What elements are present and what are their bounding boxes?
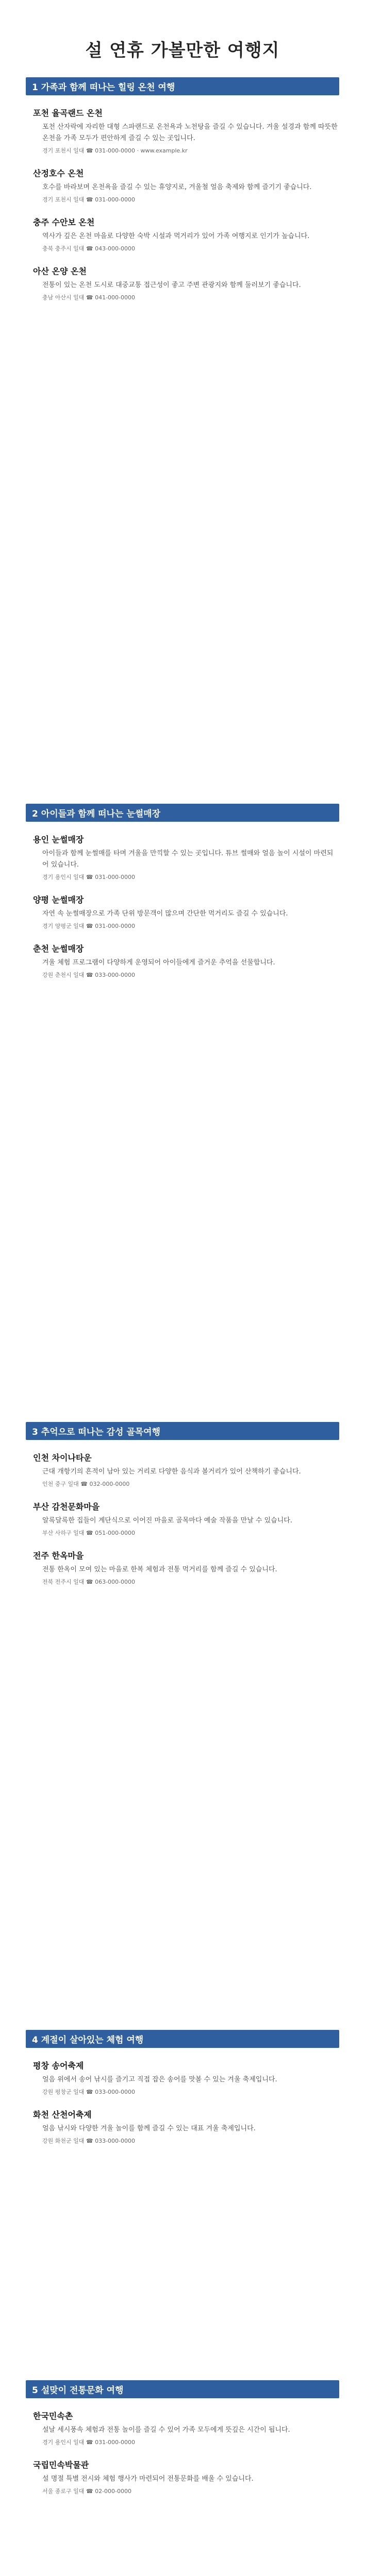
- item-title: 부산 감천문화마을: [33, 1502, 100, 1512]
- section-title: 추억으로 떠나는 감성 골목여행: [41, 1427, 161, 1437]
- section-heading: [26, 1422, 339, 1440]
- item-desc: 설날 세시풍속 체험과 전통 놀이를 즐길 수 있어 가족 모두에게 뜻깊은 시간이 됩니다.: [42, 2426, 290, 2434]
- section-number: 3: [32, 1427, 38, 1437]
- item-desc: 포천 산자락에 자리한 대형 스파랜드로 온천욕과 노천탕을 즐길 수 있습니다. 겨울 설경과 함께 따뜻한 온천을 가족 모두가 편안하게 즐길 수 있는 곳입니다.: [42, 123, 338, 142]
- list-item: [26, 216, 339, 253]
- item-desc: 전통 한옥이 모여 있는 마을로 한복 체험과 전통 먹거리를 함께 즐길 수 있습니다.: [42, 1566, 277, 1573]
- item-info: 경기 용인시 일대 ☎ 031-000-0000: [42, 874, 135, 880]
- item-title: 한국민속촌: [33, 2411, 73, 2421]
- item-desc: 얼음 낚시와 다양한 겨울 놀이를 함께 즐길 수 있는 대표 겨울 축제입니다.: [42, 2125, 256, 2132]
- section-sledding: [26, 804, 339, 980]
- list-item: [26, 167, 339, 205]
- item-info: 강원 화천군 일대 ☎ 033-000-0000: [42, 2138, 135, 2144]
- section-experience: [26, 2030, 339, 2146]
- section-tradition: [26, 2380, 339, 2496]
- section-heading: [26, 77, 339, 95]
- item-desc: 겨울 체험 프로그램이 다양하게 운영되어 아이들에게 즐거운 추억을 선물합니다.: [42, 959, 275, 967]
- list-item: [26, 942, 339, 980]
- item-title: 평창 송어축제: [33, 2061, 84, 2071]
- section-number: 1: [32, 82, 38, 93]
- item-info: 전북 전주시 일대 ☎ 063-000-0000: [42, 1579, 135, 1585]
- item-title: 인천 차이나타운: [33, 1453, 92, 1463]
- section-number: 2: [32, 809, 38, 819]
- item-desc: 근대 개항기의 흔적이 남아 있는 거리로 다양한 음식과 볼거리가 있어 산책하기 좋습니다.: [42, 1468, 301, 1476]
- item-title: 산정호수 온천: [33, 168, 84, 178]
- item-info: 경기 양평군 일대 ☎ 031-000-0000: [42, 923, 135, 929]
- list-item: [26, 2059, 339, 2097]
- item-desc: 아이들과 함께 눈썰매를 타며 겨울을 만끽할 수 있는 곳입니다. 튜브 썰매와 얼음 놀이 시설이 마련되어 있습니다.: [42, 850, 334, 869]
- item-info: 강원 춘천시 일대 ☎ 033-000-0000: [42, 972, 135, 978]
- section-hot-spring: [26, 77, 339, 302]
- item-info: 충북 충주시 일대 ☎ 043-000-0000: [42, 245, 135, 252]
- item-title: 충주 수안보 온천: [33, 217, 95, 227]
- item-info: 경기 포천시 일대 ☎ 031-000-0000 · www.example.kr: [42, 147, 188, 154]
- item-desc: 역사가 깊은 온천 마을로 다양한 숙박 시설과 먹거리가 있어 가족 여행지로 인기가 높습니다.: [42, 232, 310, 240]
- item-info: 인천 중구 일대 ☎ 032-000-0000: [42, 1481, 130, 1487]
- list-item: [26, 2410, 339, 2447]
- list-item: [26, 107, 339, 156]
- list-item: [26, 1549, 339, 1587]
- item-title: 전주 한옥마을: [33, 1551, 84, 1561]
- item-desc: 전통이 있는 온천 도시로 대중교통 접근성이 좋고 주변 관광지와 함께 둘러보기 좋습니다.: [42, 281, 301, 289]
- item-desc: 얼음 위에서 송어 낚시를 즐기고 직접 잡은 송어를 맛볼 수 있는 겨울 축제입니다.: [42, 2076, 277, 2083]
- list-item: [26, 2459, 339, 2496]
- item-title: 양평 눈썰매장: [33, 895, 84, 905]
- list-item: [26, 265, 339, 302]
- item-desc: 호수를 바라보며 온천욕을 즐길 수 있는 휴양지로, 겨울철 얼음 축제와 함께 즐기기 좋습니다.: [42, 183, 312, 191]
- list-item: [26, 1451, 339, 1489]
- section-title: 아이들과 함께 떠나는 눈썰매장: [41, 809, 161, 819]
- section-heading: [26, 2030, 339, 2048]
- section-number: 4: [32, 2035, 38, 2045]
- list-item: [26, 833, 339, 882]
- section-alley: [26, 1422, 339, 1587]
- section-title: 계절이 살아있는 체험 여행: [41, 2035, 144, 2045]
- item-info: 경기 용인시 일대 ☎ 031-000-0000: [42, 2439, 135, 2446]
- item-title: 아산 온양 온천: [33, 266, 87, 276]
- section-heading: [26, 2380, 339, 2398]
- item-desc: 자연 속 눈썰매장으로 가족 단위 방문객이 많으며 간단한 먹거리도 즐길 수 있습니다.: [42, 910, 288, 918]
- item-info: 경기 포천시 일대 ☎ 031-000-0000: [42, 196, 135, 203]
- item-title: 화천 산천어축제: [33, 2110, 92, 2120]
- item-title: 춘천 눈썰매장: [33, 944, 84, 954]
- page-title: 설 연휴 가볼만한 여행지: [85, 40, 280, 61]
- item-title: 용인 눈썰매장: [33, 835, 84, 844]
- section-title: 설맞이 전통문화 여행: [41, 2385, 124, 2396]
- list-item: [26, 1500, 339, 1538]
- item-title: 포천 율곡랜드 온천: [33, 108, 103, 118]
- list-item: [26, 2108, 339, 2146]
- item-desc: 설 명절 특별 전시와 체험 행사가 마련되어 전통문화를 배울 수 있습니다.: [42, 2475, 254, 2483]
- item-info: 강원 평창군 일대 ☎ 033-000-0000: [42, 2089, 135, 2095]
- item-title: 국립민속박물관: [33, 2460, 89, 2470]
- section-number: 5: [32, 2385, 38, 2396]
- section-title: 가족과 함께 떠나는 힐링 온천 여행: [41, 82, 175, 93]
- list-item: [26, 893, 339, 931]
- section-heading: [26, 804, 339, 822]
- item-info: 서울 종로구 일대 ☎ 02-000-0000: [42, 2488, 131, 2495]
- item-info: 부산 사하구 일대 ☎ 051-000-0000: [42, 1530, 135, 1536]
- item-desc: 알록달록한 집들이 계단식으로 이어진 마을로 골목마다 예술 작품을 만날 수 있습니다.: [42, 1517, 292, 1524]
- item-info: 충남 아산시 일대 ☎ 041-000-0000: [42, 294, 135, 301]
